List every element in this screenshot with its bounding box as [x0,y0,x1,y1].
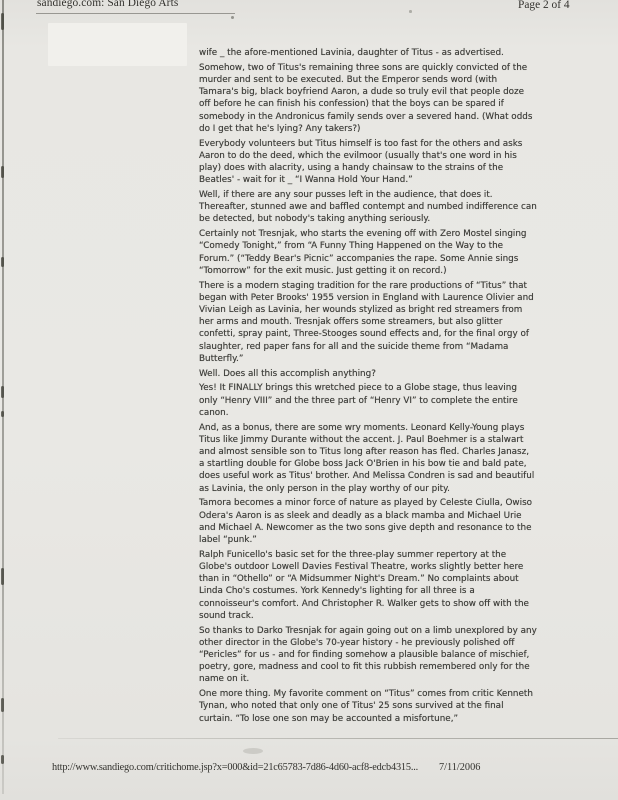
article-body [199,47,537,727]
scan-smudge [243,748,263,754]
article-paragraph: Everybody volunteers but Titus himself is too fast for the others and asks Aaron to do the deed, which the evilmoor (usually that's one word in his play) does with alacrity, using a handy chainsaw to the strains of the Beatles' - wait for it _ “I Wanna Hold Your Hand.” [199,138,523,186]
article-paragraph: Somehow, two of Titus's remaining three sons are quickly convicted of the murder and sent to be executed. But the Emperor sends word (with Tamara's big, black boyfriend Aaron, a dude so truly evil that people doze off before he can finish his confession) that the boys can be spared if somebody in the Andronicus family sends over a severed hand. (What odds do I get that he's lying? Any takers?) [199,62,533,134]
scan-edge-mark [1,698,4,712]
print-footer-date: 7/11/2006 [439,762,481,773]
article-paragraph: Well. Does all this accomplish anything? [199,368,376,379]
article-paragraph: Tamora becomes a minor force of nature as played by Celeste Ciulla, Owiso Odera's Aaron is as sleek and deadly as a black mamba and Michael Urie and Michael A. Newcomer as the two sons give depth and resonance to the label “punk.” [199,498,533,546]
header-underline [36,13,235,14]
scan-fold-line [58,738,618,739]
scan-speck [231,16,234,19]
print-header-page-indicator: Page 2 of 4 [518,0,570,11]
article-paragraph: wife _ the afore-mentioned Lavinia, daughter of Titus - as advertised. [199,48,504,58]
article-paragraph: Certainly not Tresnjak, who starts the evening off with Zero Mostel singing “Comedy Tonight,” from “A Funny Thing Happened on the Way to the Forum.” (“Teddy Bear's Picnic” accompanies the rape. Some Annie sings “Tomorrow” for the exit music. Just getting it on record.) [199,229,527,276]
scan-speck [409,10,412,13]
article-paragraph: So thanks to Darko Tresnjak for again going out on a limb unexplored by any other director in the Globe's 70-year history - he previously polished off “Pericles” for us - and for finding somehow a plausible balance of mischief, poetry, gore, madness and cool to fit this rubbish remembered only for the name on it. [199,625,537,685]
print-footer-url: http://www.sandiego.com/critichome.jsp?x=000&id=21c65783-7d86-4d60-acf8-edcb4315... [52,762,419,773]
scan-edge-mark [1,755,4,764]
scan-edge-mark [1,166,4,178]
article-paragraph: One more thing. My favorite comment on “Titus” comes from critic Kenneth Tynan, who noted that only one of Titus' 25 sons survived at the final curtain. “To lose one son may be accounted a misfortune,” [199,689,533,724]
article-paragraph: Ralph Funicello's basic set for the three-play summer repertory at the Globe's outdoor Lowell Davies Festival Theatre, works slightly better here than in “Othello” or “A Midsummer Night's Dream.” No complaints about Linda Cho's costumes. York Kennedy's lighting for all three is a connoisseur's comfort. And Christopher R. Walker gets to show off with the sound track. [199,549,529,621]
article-paragraph: There is a modern staging tradition for the rare productions of “Titus” that began with Peter Brooks' 1955 version in England with Laurence Olivier and Vivian Leigh as Lavinia, her wounds stylized as bright red streamers from her arms and mouth. Tresnjak offers some streamers, but also glitter confetti, spray paint, Three-Stooges sound effects and, for the final orgy of slaughter, red paper fans for all and the suicide theme from “Madama Butterfly.” [199,280,534,364]
scan-edge-mark [1,386,4,398]
scan-light-patch [48,23,187,66]
article-paragraph: And, as a bonus, there are some wry moments. Leonard Kelly-Young plays Titus like Jimmy Durante without the accent. J. Paul Boehmer is a stalwart and almost sensible son to Titus long after reason has fled. Charles Janasz, a startling double for Globe boss Jack O'Brien in his bow tie and bald pate, does useful work as Titus' brother. And Melissa Condren is sad and beautiful as Lavinia, the only person in the play worthy of our pity. [199,422,535,494]
scan-edge-mark [1,568,4,585]
article-paragraph: Yes! It FINALLY brings this wretched piece to a Globe stage, thus leaving only “Henry VIII” and the three part of “Henry VI” to complete the entire canon. [199,383,518,418]
scan-edge-mark [1,411,4,417]
article-paragraph: Well, if there are any sour pusses left in the audience, that does it. Thereafter, stunned awe and baffled contempt and numbed indifference can be detected, but nobody's taking anything seriously. [199,190,537,225]
scan-edge-mark [1,13,4,30]
print-header-title: sandiego.com: San Diego Arts [37,0,179,9]
scan-edge-mark [1,257,4,267]
